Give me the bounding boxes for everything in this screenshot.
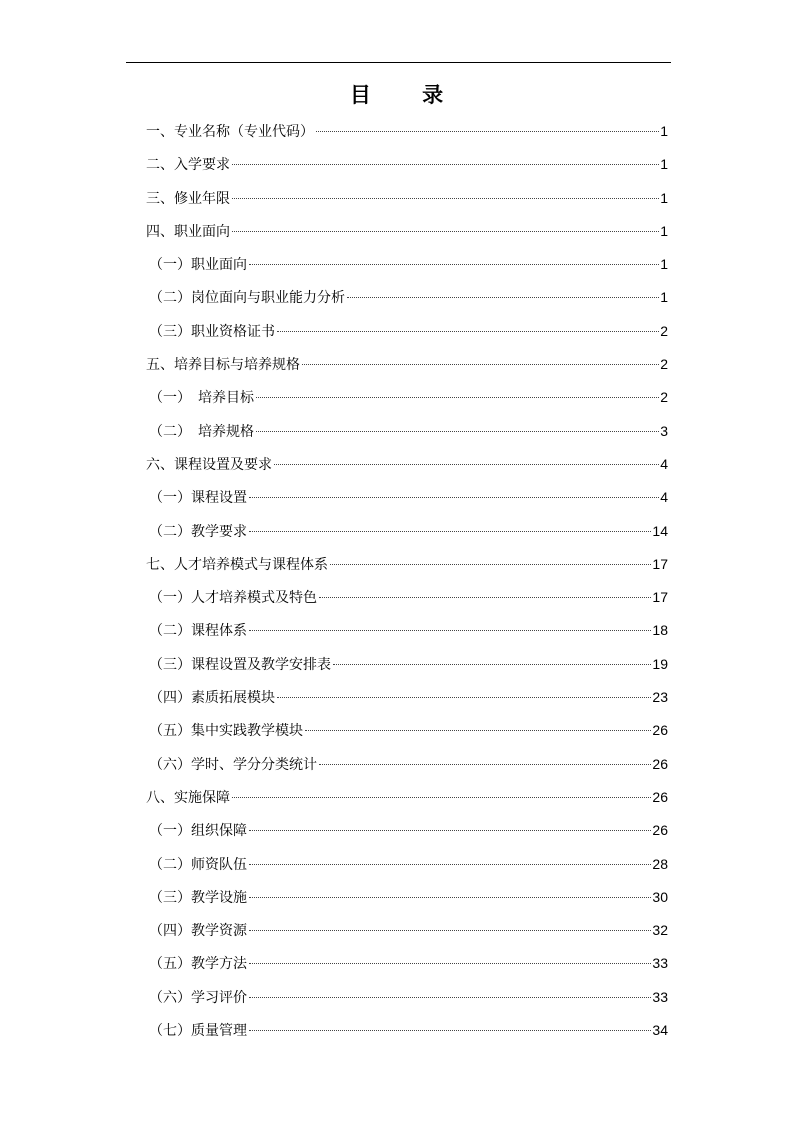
toc-title: 目 录 <box>349 83 466 107</box>
toc-dot-leader <box>249 1030 651 1031</box>
toc-entry[interactable] <box>146 215 668 248</box>
toc-entry-page-number: 2 <box>660 322 668 339</box>
toc-entry-text: （二） 培养规格 <box>149 423 254 440</box>
toc-entry-page-number: 17 <box>652 589 668 606</box>
toc-entry-page-number: 32 <box>652 922 668 939</box>
toc-entry-text: （一）组织保障 <box>149 823 247 840</box>
table-of-contents <box>146 115 668 1047</box>
toc-entry-text: （一）课程设置 <box>149 490 247 507</box>
toc-entry-text: （三）教学设施 <box>149 889 247 906</box>
toc-entry[interactable] <box>146 448 668 481</box>
toc-entry-text: （二）课程体系 <box>149 623 247 640</box>
toc-entry[interactable] <box>146 881 668 914</box>
toc-dot-leader <box>305 730 651 731</box>
toc-dot-leader <box>316 131 659 132</box>
toc-dot-leader <box>277 331 659 332</box>
toc-entry-text: （一）职业面向 <box>149 257 247 274</box>
toc-entry-text: （二）师资队伍 <box>149 856 247 873</box>
toc-entry[interactable] <box>146 748 668 781</box>
toc-entry-text: 四、职业面向 <box>146 223 230 240</box>
toc-entry-text: （七）质量管理 <box>149 1023 247 1040</box>
toc-dot-leader <box>249 531 651 532</box>
toc-entry[interactable] <box>146 281 668 314</box>
toc-dot-leader <box>249 864 651 865</box>
toc-entry-text: （二）教学要求 <box>149 523 247 540</box>
toc-entry[interactable] <box>146 248 668 281</box>
toc-entry-text: 八、实施保障 <box>146 789 230 806</box>
toc-entry[interactable] <box>146 614 668 647</box>
toc-entry-page-number: 26 <box>652 788 668 805</box>
toc-entry-page-number: 3 <box>660 422 668 439</box>
toc-entry-page-number: 1 <box>660 256 668 273</box>
toc-entry-page-number: 28 <box>652 855 668 872</box>
toc-entry-text: 一、专业名称（专业代码） <box>146 124 314 140</box>
toc-entry-page-number: 26 <box>652 722 668 739</box>
toc-dot-leader <box>319 764 651 765</box>
toc-dot-leader <box>319 597 651 598</box>
toc-entry-text: 二、入学要求 <box>146 157 230 174</box>
toc-dot-leader <box>277 697 651 698</box>
toc-entry[interactable] <box>146 814 668 847</box>
toc-entry-page-number: 23 <box>652 689 668 706</box>
toc-entry[interactable] <box>146 848 668 881</box>
toc-entry[interactable] <box>146 947 668 980</box>
toc-dot-leader <box>249 630 651 631</box>
toc-entry-page-number: 2 <box>660 356 668 373</box>
toc-entry-text: （五）教学方法 <box>149 956 247 973</box>
header-rule <box>126 62 671 63</box>
toc-dot-leader <box>232 231 659 232</box>
toc-entry[interactable] <box>146 714 668 747</box>
toc-entry-text: （五）集中实践教学模块 <box>149 723 303 740</box>
toc-entry-page-number: 14 <box>652 522 668 539</box>
toc-entry-page-number: 4 <box>660 489 668 506</box>
toc-entry-page-number: 1 <box>660 289 668 306</box>
toc-entry[interactable] <box>146 581 668 614</box>
toc-entry[interactable] <box>146 148 668 181</box>
toc-entry-page-number: 1 <box>660 189 668 206</box>
toc-entry-page-number: 26 <box>652 755 668 772</box>
toc-entry[interactable] <box>146 648 668 681</box>
toc-dot-leader <box>232 198 659 199</box>
toc-entry[interactable] <box>146 348 668 381</box>
toc-entry-page-number: 34 <box>652 1022 668 1039</box>
toc-entry-text: 七、人才培养模式与课程体系 <box>146 556 328 573</box>
toc-entry[interactable] <box>146 1014 668 1047</box>
toc-entry[interactable] <box>146 115 668 148</box>
toc-entry-page-number: 1 <box>660 222 668 239</box>
toc-dot-leader <box>302 364 659 365</box>
toc-dot-leader <box>249 264 659 265</box>
toc-dot-leader <box>256 431 659 432</box>
toc-entry[interactable] <box>146 415 668 448</box>
toc-entry-page-number: 33 <box>652 955 668 972</box>
toc-entry-page-number: 18 <box>652 622 668 639</box>
toc-entry[interactable] <box>146 515 668 548</box>
toc-entry-page-number: 33 <box>652 988 668 1005</box>
toc-dot-leader <box>232 164 659 165</box>
toc-entry-text: 六、课程设置及要求 <box>146 456 272 473</box>
toc-entry-page-number: 1 <box>660 123 668 139</box>
toc-dot-leader <box>274 464 659 465</box>
toc-entry-text: （六）学习评价 <box>149 989 247 1006</box>
toc-entry-text: （六）学时、学分分类统计 <box>149 756 317 773</box>
toc-entry[interactable] <box>146 182 668 215</box>
toc-entry-page-number: 4 <box>660 455 668 472</box>
toc-entry[interactable] <box>146 481 668 514</box>
toc-dot-leader <box>333 664 651 665</box>
toc-entry-page-number: 30 <box>652 888 668 905</box>
toc-entry-page-number: 2 <box>660 389 668 406</box>
toc-entry-page-number: 26 <box>652 822 668 839</box>
toc-entry-text: （四）素质拓展模块 <box>149 690 275 707</box>
toc-dot-leader <box>249 963 651 964</box>
toc-dot-leader <box>249 897 651 898</box>
toc-entry[interactable] <box>146 681 668 714</box>
toc-entry-page-number: 1 <box>660 156 668 173</box>
toc-dot-leader <box>256 397 659 398</box>
toc-dot-leader <box>330 564 651 565</box>
toc-dot-leader <box>249 830 651 831</box>
toc-entry-text: （三）课程设置及教学安排表 <box>149 656 331 673</box>
toc-entry-text: 三、修业年限 <box>146 190 230 207</box>
toc-entry[interactable] <box>146 781 668 814</box>
toc-entry-page-number: 19 <box>652 655 668 672</box>
toc-dot-leader <box>232 797 651 798</box>
toc-entry-text: （二）岗位面向与职业能力分析 <box>149 290 345 307</box>
toc-entry-page-number: 17 <box>652 555 668 572</box>
toc-entry-text: （一）人才培养模式及特色 <box>149 590 317 607</box>
toc-entry-text: （三）职业资格证书 <box>149 323 275 340</box>
toc-dot-leader <box>347 297 659 298</box>
toc-dot-leader <box>249 497 659 498</box>
toc-dot-leader <box>249 997 651 998</box>
toc-entry[interactable] <box>146 914 668 947</box>
toc-entry[interactable] <box>146 315 668 348</box>
toc-entry-text: 五、培养目标与培养规格 <box>146 357 300 374</box>
toc-entry[interactable] <box>146 548 668 581</box>
toc-dot-leader <box>249 930 651 931</box>
toc-entry-text: （一） 培养目标 <box>149 390 254 407</box>
toc-entry[interactable] <box>146 381 668 414</box>
toc-entry-text: （四）教学资源 <box>149 923 247 940</box>
toc-entry[interactable] <box>146 981 668 1014</box>
